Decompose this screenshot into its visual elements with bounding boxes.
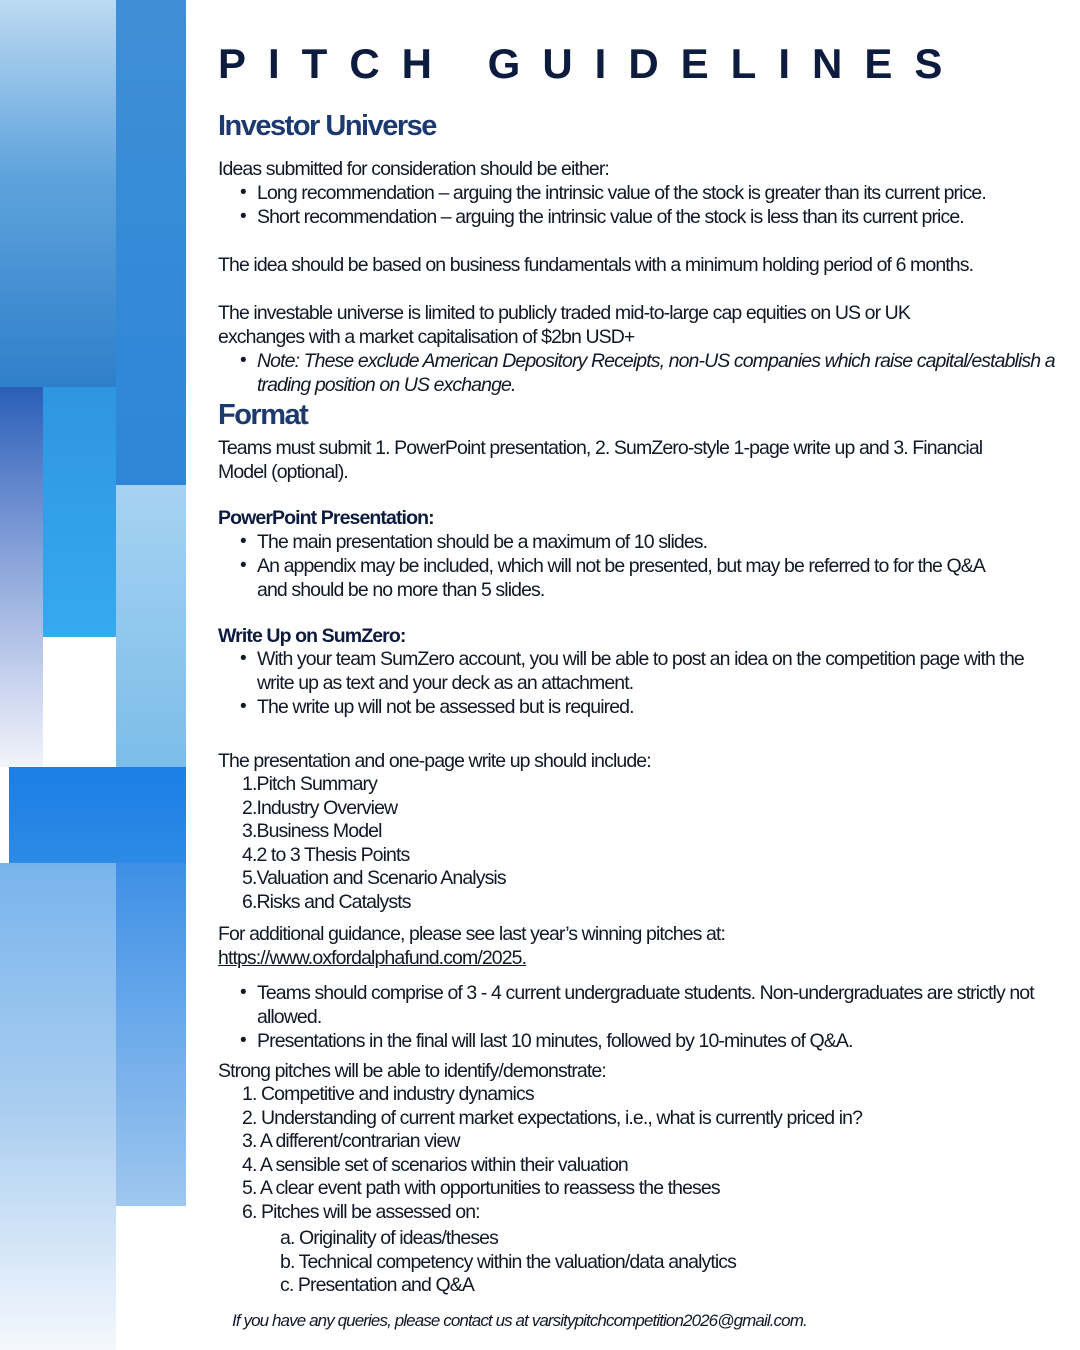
- list-item: a. Originality of ideas/theses: [280, 1227, 498, 1249]
- guidance-text: For additional guidance, please see last year’s winning pitches at:: [218, 923, 725, 945]
- list-item: 2.Industry Overview: [242, 796, 398, 819]
- list-item: 4. A sensible set of scenarios within their valuation: [242, 1153, 628, 1176]
- list-item: 5.Valuation and Scenario Analysis: [242, 867, 506, 890]
- list-item: • Presentations in the final will last 10 minutes, followed by 10-minutes of Q&A.: [240, 1030, 853, 1052]
- list-item: • Short recommendation – arguing the intrinsic value of the stock is less than its current price.: [240, 206, 964, 228]
- decor-block: [116, 485, 186, 767]
- investor-universe-heading: Investor Universe: [218, 110, 436, 142]
- decor-block: [116, 863, 186, 1206]
- sumzero-heading: Write Up on SumZero:: [218, 625, 406, 647]
- decor-block: [9, 767, 186, 863]
- recommendation-list: [218, 181, 1018, 229]
- include-list: [242, 773, 506, 915]
- list-item: • Note: These exclude American Depository Receipts, non-US companies which raise capital/establish a trading position on US exchange.: [240, 350, 1055, 396]
- list-item: • Teams should comprise of 3 - 4 current undergraduate students. Non-undergraduates are strictly not allowed.: [240, 982, 1034, 1028]
- list-item: • The write up will not be assessed but is required.: [240, 696, 634, 718]
- list-item: • With your team SumZero account, you will be able to post an idea on the competition page with the write up as text and your deck as an attachment.: [240, 648, 1024, 694]
- assessed-list: [280, 1227, 736, 1298]
- list-item: 1. Competitive and industry dynamics: [242, 1083, 534, 1105]
- list-item: 3. A different/contrarian view: [242, 1130, 460, 1153]
- decor-block: [0, 0, 116, 387]
- strong-list: [242, 1083, 862, 1225]
- list-item: • An appendix may be included, which will not be presented, but may be referred to for the Q&A and should be no more than 5 slides.: [240, 555, 984, 601]
- ppt-list: [218, 530, 1018, 602]
- include-intro: The presentation and one-page write up should include:: [218, 750, 651, 772]
- decor-block: [0, 387, 43, 767]
- universe-text: The investable universe is limited to publicly traded mid-to-large cap equities on US or UK exchanges with a market capitalisation of $2bn USD+: [218, 302, 910, 348]
- format-intro: Teams must submit 1. PowerPoint presentation, 2. SumZero-style 1-page write up and 3. Financial Model (optional).: [218, 437, 983, 483]
- list-item: 5. A clear event path with opportunities to reassess the theses: [242, 1177, 720, 1200]
- list-item: 6.Risks and Catalysts: [242, 890, 411, 913]
- decor-block: [116, 0, 186, 485]
- list-item: b. Technical competency within the valuation/data analytics: [280, 1250, 737, 1273]
- strong-intro: Strong pitches will be able to identify/demonstrate:: [218, 1060, 606, 1082]
- list-item: 4.2 to 3 Thesis Points: [242, 843, 410, 866]
- list-item: c. Presentation and Q&A: [280, 1274, 474, 1297]
- fundamentals-text: The idea should be based on business fundamentals with a minimum holding period of 6 months.: [218, 254, 974, 276]
- sumzero-list: [218, 647, 1048, 719]
- list-item: 2. Understanding of current market expectations, i.e., what is currently priced in?: [242, 1106, 863, 1129]
- format-heading: Format: [218, 399, 308, 431]
- decor-block: [0, 863, 116, 1350]
- list-item: 6. Pitches will be assessed on:: [242, 1200, 480, 1223]
- team-list: [218, 981, 1048, 1053]
- decor-block: [43, 387, 116, 637]
- investor-intro: Ideas submitted for consideration should be either:: [218, 158, 609, 180]
- list-item: 1.Pitch Summary: [242, 773, 377, 795]
- note-list: [218, 349, 1058, 397]
- list-item: 3.Business Model: [242, 820, 382, 843]
- list-item: • Long recommendation – arguing the intrinsic value of the stock is greater than its current price.: [240, 182, 986, 204]
- list-item: • The main presentation should be a maximum of 10 slides.: [240, 531, 708, 553]
- ppt-heading: PowerPoint Presentation:: [218, 507, 434, 529]
- contact-footer: If you have any queries, please contact us at varsitypitchcompetition2026@gmail.com.: [232, 1311, 807, 1330]
- guidance-link[interactable]: https://www.oxfordalphafund.com/2025.: [218, 947, 527, 969]
- page-title: PITCH GUIDELINES: [218, 40, 965, 87]
